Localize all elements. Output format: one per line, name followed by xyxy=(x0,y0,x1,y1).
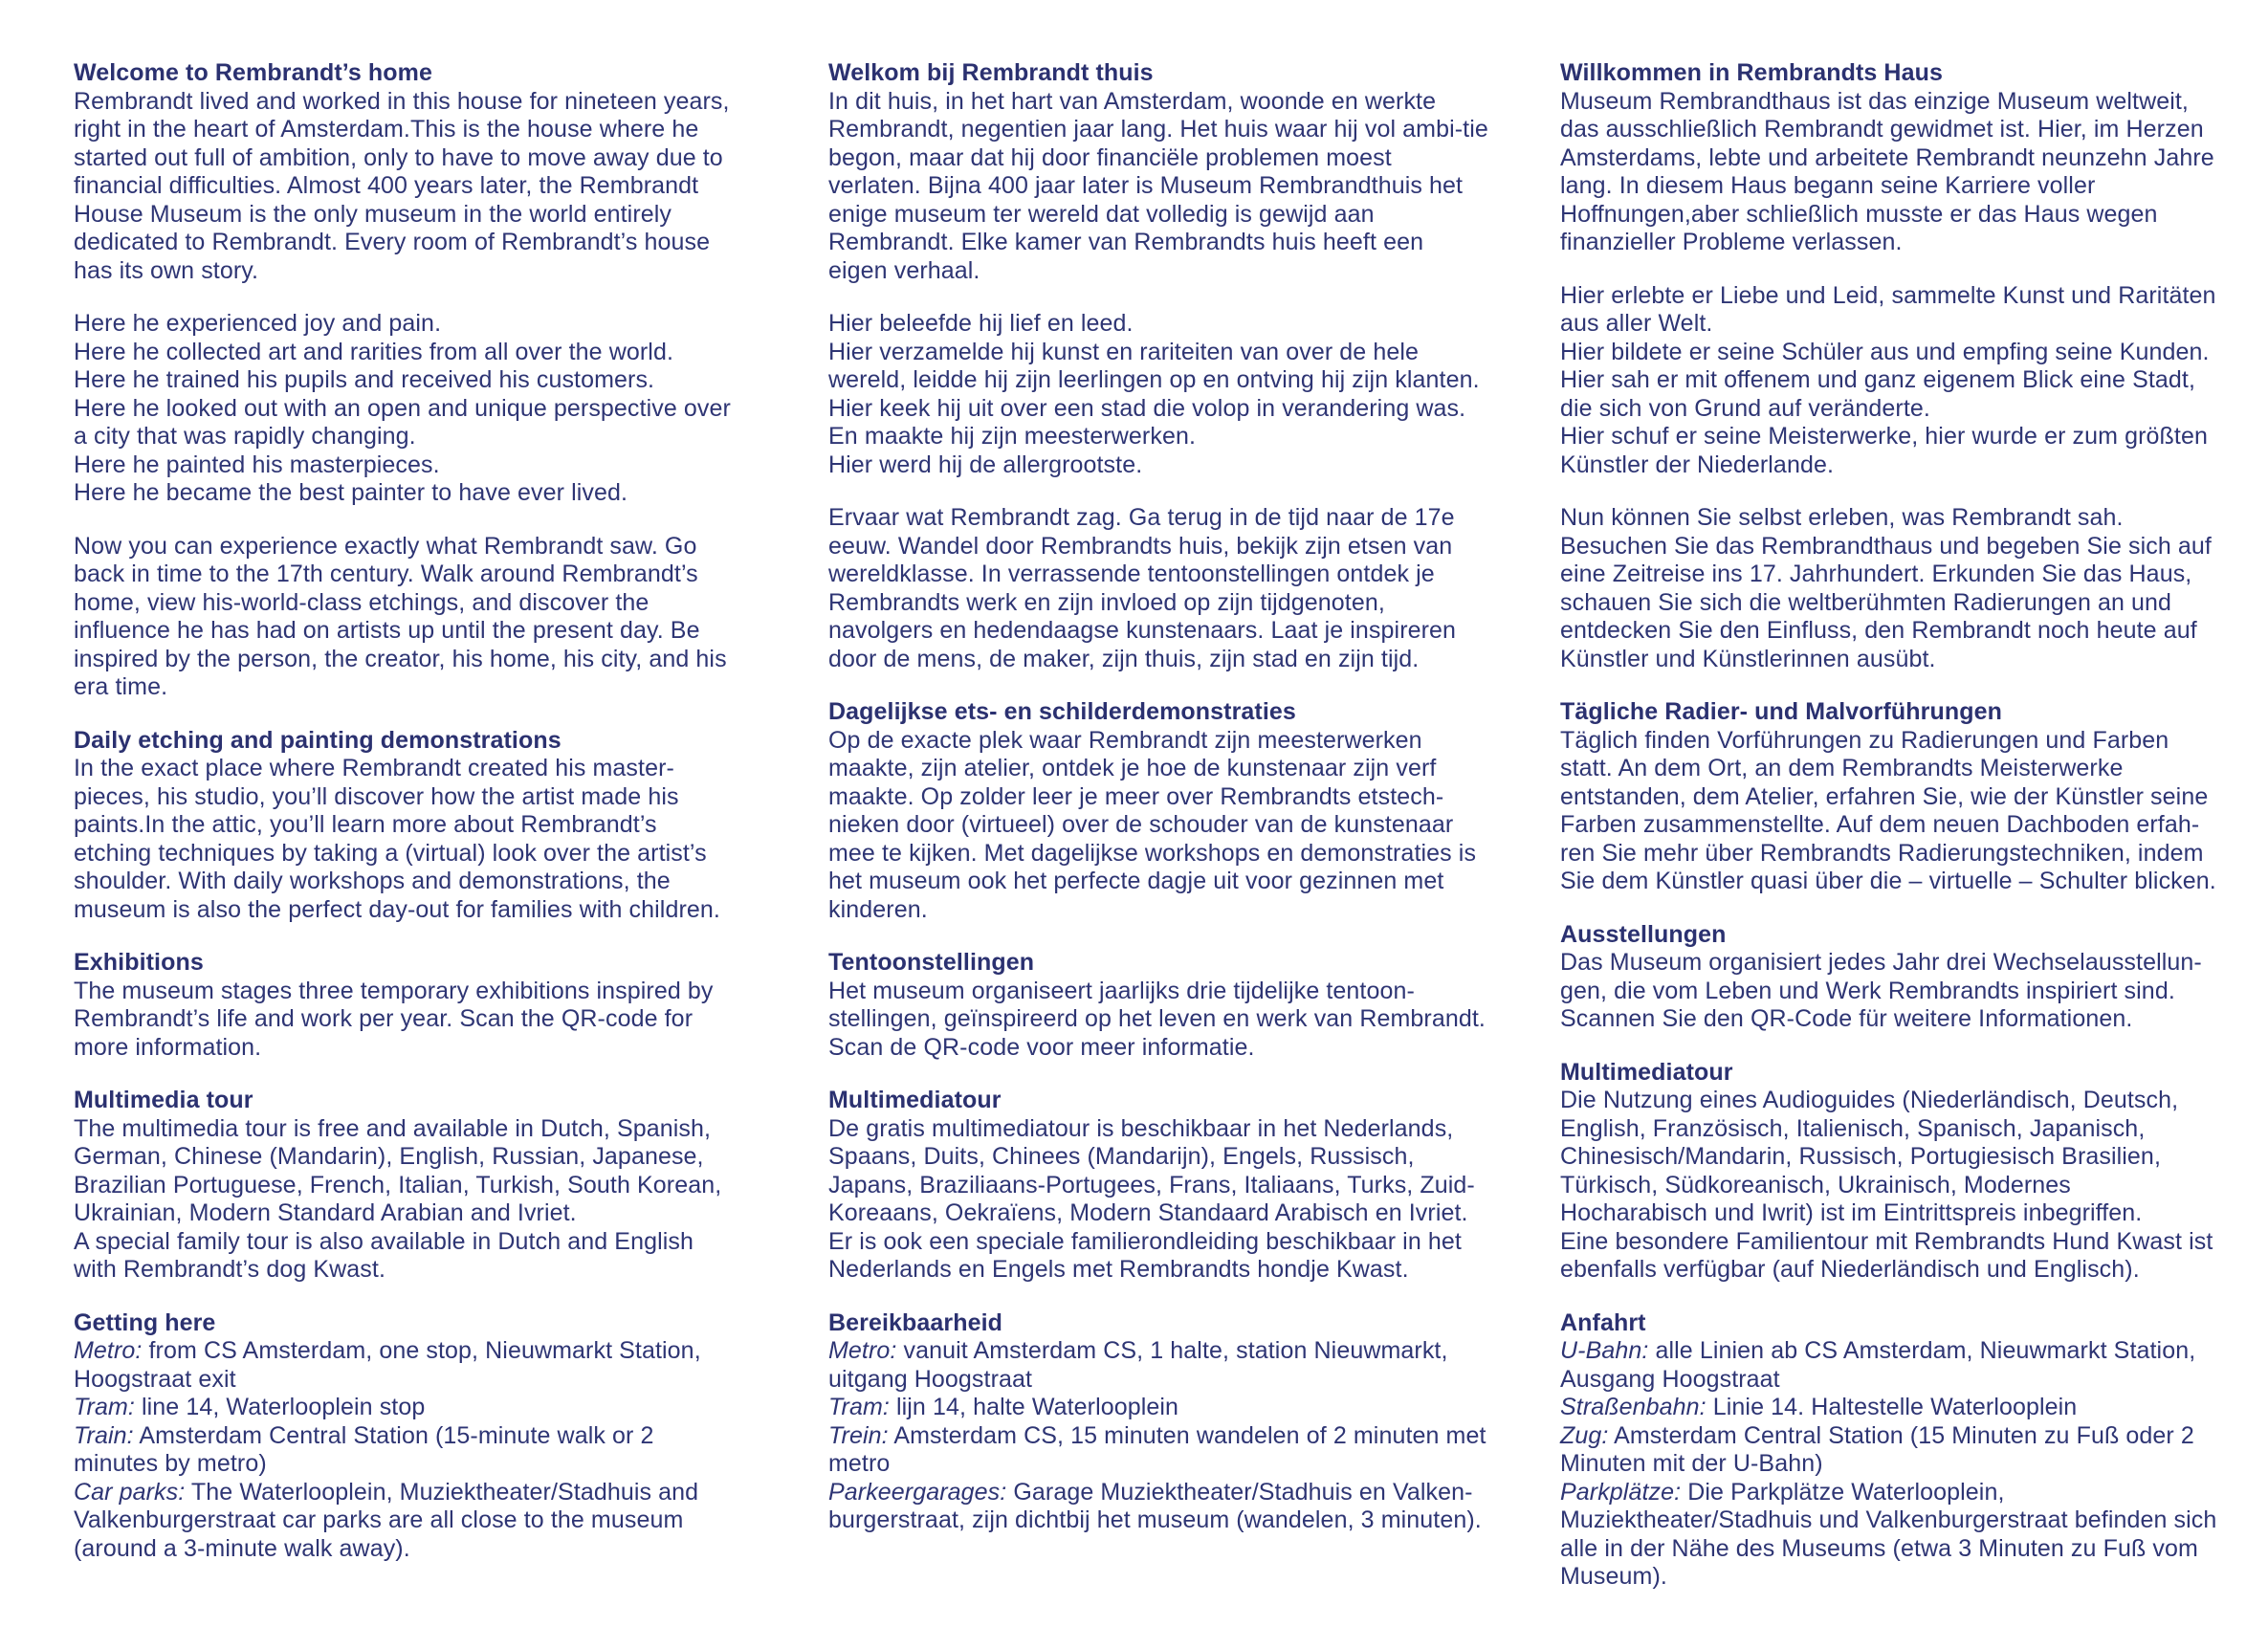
transit-item xyxy=(74,1422,734,1479)
section-heading: Welcome to Rembrandt’s home xyxy=(74,59,432,86)
paragraph xyxy=(74,1115,734,1285)
paragraph xyxy=(1560,88,2220,257)
transit-text: vanuit Amsterdam CS, 1 halte, station Nieuwmarkt, uitgang Hoogstraat xyxy=(828,1337,1448,1393)
section-heading: Multimedia tour xyxy=(74,1087,253,1113)
text-line: Hier schuf er seine Meisterwerke, hier wurde er zum größten Künstler der Niederlande. xyxy=(1560,423,2208,478)
transit-item xyxy=(74,1394,734,1422)
text-line: A special family tour is also available in Dutch and English with Rembrandt’s dog Kwast. xyxy=(74,1227,694,1283)
transit-text: lijn 14, halte Waterlooplein xyxy=(895,1394,1179,1420)
section-heading: Multimediatour xyxy=(828,1087,1002,1113)
text-line: Nun können Sie selbst erleben, was Rembrandt sah. Besuchen Sie das Rembrandthaus und begeben Sie sich auf eine Zeitreise ins 17. Jahrhundert. Erkunden Sie das Haus, schauen Sie sich die weltberühmten Radierungen an und entdecken Sie den Einfluss, den Rembrandt noch heute auf Künstler und Künstlerinnen ausübt. xyxy=(1560,504,2212,672)
text-line: Rembrandt lived and worked in this house for nineteen years, right in the heart of Amsterdam.This is the house where he started out full of ambition, only to have to move away due to financial difficulties. Almost 400 years later, the Rembrandt House Museum is the only museum in the world entirely dedicated to Rembrandt. Every room of Rembrandt’s house has its own story. xyxy=(74,87,730,284)
column-dutch xyxy=(828,59,1488,1535)
transit-item xyxy=(828,1422,1488,1479)
paragraph xyxy=(828,504,1488,673)
section-german-3 xyxy=(1560,1059,2220,1285)
paragraph xyxy=(74,310,734,508)
section-heading: Exhibitions xyxy=(74,949,204,976)
transit-text: Amsterdam Central Station (15 Minuten zu Fuß oder 2 Minuten mit der U-Bahn) xyxy=(1560,1421,2194,1477)
transit-list xyxy=(74,1337,734,1563)
text-line: In dit huis, in het hart van Amsterdam, woonde en werkte Rembrandt, negentien jaar lang. Het huis waar hij vol ambi-tie begon, maar dat hij door financiële problemen moest verlaten. Bijna 400 jaar later is Museum Rembrandthuis het enige museum ter wereld dat volledig is gewijd aan Rembrandt. Elke kamer van Rembrandts huis heeft een eigen verhaal. xyxy=(828,87,1488,284)
transit-mode-label: Train: xyxy=(74,1421,134,1449)
text-line: Museum Rembrandthaus ist das einzige Museum weltweit, das ausschließlich Rembrandt gewidmet ist. Hier, im Herzen Amsterdams, lebte und arbeitete Rembrandt neunzehn Jahre lang. In diesem Haus begann seine Karriere voller Hoffnungen,aber schließlich musste er das Haus wegen finanzieller Probleme verlassen. xyxy=(1560,87,2214,255)
section-english-2 xyxy=(74,949,734,1062)
section-heading: Ausstellungen xyxy=(1560,920,1727,948)
transit-text: Amsterdam CS, 15 minuten wandelen of 2 minuten met metro xyxy=(828,1421,1486,1477)
transit-mode-label: Parkeergarages: xyxy=(828,1478,1007,1506)
paragraph xyxy=(828,978,1488,1063)
section-german-2 xyxy=(1560,921,2220,1034)
transit-text: Garage Muziektheater/Stadhuis en Valken-burgerstraat, zijn dichtbij het museum (wandelen, 3 minuten). xyxy=(828,1478,1482,1533)
transit-mode-label: Metro: xyxy=(828,1337,897,1364)
section-german-1 xyxy=(1560,698,2220,896)
text-line: Het museum organiseert jaarlijks drie tijdelijke tentoon-stellingen, geïnspireerd op het leven en werk van Rembrandt. Scan de QR-code voor meer informatie. xyxy=(828,977,1486,1061)
text-line: Here he experienced joy and pain. xyxy=(74,310,442,337)
transit-mode-label: Car parks: xyxy=(74,1478,186,1506)
section-heading: Bereikbaarheid xyxy=(828,1308,1003,1336)
section-dutch-0 xyxy=(828,59,1488,673)
text-line: Here he trained his pupils and received his customers. xyxy=(74,366,655,393)
section-german-4 xyxy=(1560,1309,2220,1592)
section-german-0 xyxy=(1560,59,2220,673)
transit-mode-label: Tram: xyxy=(74,1394,135,1420)
transit-text: Die Parkplätze Waterlooplein, Muziektheater/Stadhuis und Valkenburgerstraat befinden sich alle in der Nähe des Museums (etwa 3 Minuten zu Fuß vom Museum). xyxy=(1560,1478,2217,1590)
transit-item xyxy=(1560,1337,2220,1394)
section-heading: Multimediatour xyxy=(1560,1058,1733,1086)
section-heading: Tentoonstellingen xyxy=(828,949,1035,976)
paragraph xyxy=(74,755,734,924)
transit-item xyxy=(828,1394,1488,1422)
text-line: En maakte hij zijn meesterwerken. xyxy=(828,423,1197,450)
transit-item xyxy=(1560,1422,2220,1479)
transit-text: from CS Amsterdam, one stop, Nieuwmarkt Station, Hoogstraat exit xyxy=(74,1337,701,1393)
column-english xyxy=(74,59,734,1563)
text-line: Here he collected art and rarities from all over the world. xyxy=(74,338,674,365)
section-dutch-2 xyxy=(828,949,1488,1062)
paragraph xyxy=(74,88,734,286)
text-line: Op de exacte plek waar Rembrandt zijn meesterwerken maakte, zijn atelier, ontdek je hoe de kunstenaar zijn verf maakte. Op zolder leer je meer over Rembrandts etstech-nieken door (virtueel) over de schouder van de kunstenaar mee te kijken. Met dagelijkse workshops en demonstraties is het museum ook het perfecte dagje uit voor gezinnen met kinderen. xyxy=(828,726,1477,923)
paragraph xyxy=(1560,282,2220,480)
text-line: Here he painted his masterpieces. xyxy=(74,451,440,478)
transit-text: line 14, Waterlooplein stop xyxy=(141,1394,426,1420)
section-heading: Daily etching and painting demonstrations xyxy=(74,726,561,754)
text-line: Hier keek hij uit over een stad die volop in verandering was. xyxy=(828,394,1466,422)
section-english-1 xyxy=(74,727,734,925)
text-line: Hier bildete er seine Schüler aus und empfing seine Kunden. xyxy=(1560,338,2210,365)
paragraph xyxy=(828,88,1488,286)
text-line: Here he looked out with an open and unique perspective over a city that was rapidly changing. xyxy=(74,394,731,450)
paragraph xyxy=(828,727,1488,925)
transit-item xyxy=(1560,1479,2220,1592)
transit-list xyxy=(828,1337,1488,1535)
text-line: Die Nutzung eines Audioguides (Niederländisch, Deutsch, English, Französisch, Italienisch, Spanisch, Japanisch, Chinesisch/Mandarin, Russisch, Portugiesisch Brasilien, Türkisch, Südkoreanisch, Ukrainisch, Modernes Hocharabisch und Iwrit) ist im Eintrittspreis inbegriffen. xyxy=(1560,1087,2179,1226)
section-english-4 xyxy=(74,1309,734,1564)
transit-item xyxy=(1560,1394,2220,1422)
text-line: Now you can experience exactly what Rembrandt saw. Go back in time to the 17th century. Walk around Rembrandt’s home, view his-world-class etchings, and discover the influence he has had on artists up until the present day. Be inspired by the person, the creator, his home, his city, and his era time. xyxy=(74,532,727,700)
transit-item xyxy=(74,1479,734,1564)
transit-list xyxy=(1560,1337,2220,1592)
transit-item xyxy=(74,1337,734,1394)
transit-mode-label: Zug: xyxy=(1560,1421,1609,1449)
text-line: Hier beleefde hij lief en leed. xyxy=(828,310,1134,337)
transit-text: The Waterlooplein, Muziektheater/Stadhuis and Valkenburgerstraat car parks are all close to the museum (around a 3-minute walk away). xyxy=(74,1478,699,1562)
text-line: Hier werd hij de allergrootste. xyxy=(828,451,1143,478)
column-german xyxy=(1560,59,2220,1592)
transit-text: alle Linien ab CS Amsterdam, Nieuwmarkt Station, Ausgang Hoogstraat xyxy=(1560,1337,2196,1393)
section-heading: Anfahrt xyxy=(1560,1308,1646,1336)
text-line: Das Museum organisiert jedes Jahr drei Wechselausstellun-gen, die vom Leben und Werk Rembrandts inspiriert sind. Scannen Sie den QR-Code für weitere Informationen. xyxy=(1560,949,2202,1032)
paragraph xyxy=(828,1115,1488,1285)
paragraph xyxy=(74,978,734,1063)
section-dutch-1 xyxy=(828,698,1488,924)
transit-item xyxy=(828,1479,1488,1535)
section-heading: Willkommen in Rembrandts Haus xyxy=(1560,59,1943,86)
section-heading: Getting here xyxy=(74,1308,216,1336)
transit-mode-label: Parkplätze: xyxy=(1560,1478,1682,1506)
section-dutch-4 xyxy=(828,1309,1488,1535)
section-heading: Dagelijkse ets- en schilderdemonstraties xyxy=(828,698,1296,725)
text-line: The multimedia tour is free and available in Dutch, Spanish, German, Chinese (Mandarin), English, Russian, Japanese, Brazilian Portuguese, French, Italian, Turkish, South Korean, Ukrainian, Modern Standard Arabian and Ivriet. xyxy=(74,1114,722,1226)
text-line: Here he became the best painter to have ever lived. xyxy=(74,479,628,506)
transit-text: Linie 14. Haltestelle Waterlooplein xyxy=(1712,1394,2078,1420)
transit-mode-label: U-Bahn: xyxy=(1560,1337,1649,1364)
transit-mode-label: Tram: xyxy=(828,1394,890,1420)
text-line: Hier erlebte er Liebe und Leid, sammelte Kunst und Raritäten aus aller Welt. xyxy=(1560,281,2216,337)
text-line: The museum stages three temporary exhibitions inspired by Rembrandt’s life and work per year. Scan the QR-code for more information. xyxy=(74,977,714,1061)
paragraph xyxy=(1560,504,2220,673)
paragraph xyxy=(1560,949,2220,1034)
text-line: Hier sah er mit offenem und ganz eigenem Blick eine Stadt, die sich von Grund auf veränderte. xyxy=(1560,366,2196,422)
text-line: Hier verzamelde hij kunst en rariteiten van over de hele wereld, leidde hij zijn leerlingen op en ontving hij zijn klanten. xyxy=(828,338,1480,393)
section-english-3 xyxy=(74,1087,734,1285)
section-dutch-3 xyxy=(828,1087,1488,1285)
paragraph xyxy=(828,310,1488,479)
transit-mode-label: Metro: xyxy=(74,1337,143,1364)
text-line: Eine besondere Familientour mit Rembrandts Hund Kwast ist ebenfalls verfügbar (auf Niederländisch und Englisch). xyxy=(1560,1227,2213,1283)
paragraph xyxy=(74,533,734,702)
transit-mode-label: Straßenbahn: xyxy=(1560,1394,1707,1420)
section-english-0 xyxy=(74,59,734,702)
section-heading: Welkom bij Rembrandt thuis xyxy=(828,59,1154,86)
text-line: Ervaar wat Rembrandt zag. Ga terug in de tijd naar de 17e eeuw. Wandel door Rembrandts huis, bekijk zijn etsen van wereldklasse. In verrassende tentoonstellingen ontdek je Rembrandts werk en zijn invloed op zijn tijdgenoten, navolgers en hedendaagse kunstenaars. Laat je inspireren door de mens, de maker, zijn thuis, zijn stad en zijn tijd. xyxy=(828,504,1457,672)
section-heading: Tägliche Radier- und Malvorführungen xyxy=(1560,698,2002,725)
transit-item xyxy=(828,1337,1488,1394)
text-line: De gratis multimediatour is beschikbaar in het Nederlands, Spaans, Duits, Chinees (Mandarijn), Engels, Russisch, Japans, Braziliaans-Portugees, Frans, Italiaans, Turks, Zuid-Koreaans, Oekraïens, Modern Standaard Arabisch en Ivriet. Er is ook een speciale familierondleiding beschikbaar in het Nederlands en Engels met Rembrandts hondje Kwast. xyxy=(828,1114,1475,1283)
transit-mode-label: Trein: xyxy=(828,1421,889,1449)
paragraph xyxy=(1560,727,2220,896)
transit-text: Amsterdam Central Station (15-minute walk or 2 minutes by metro) xyxy=(74,1421,654,1477)
text-line: Täglich finden Vorführungen zu Radierungen und Farben statt. An dem Ort, an dem Rembrandts Meisterwerke entstanden, dem Atelier, erfahren Sie, wie der Künstler seine Farben zusammenstellte. Auf dem neuen Dachboden erfah-ren Sie mehr über Rembrandts Radierungstechniken, indem Sie dem Künstler quasi über die – virtuelle – Schulter blicken. xyxy=(1560,726,2216,894)
text-line: In the exact place where Rembrandt created his master-pieces, his studio, you’ll discover how the artist made his paints.In the attic, you’ll learn more about Rembrandt’s etching techniques by taking a (virtual) look over the artist’s shoulder. With daily workshops and demonstrations, the museum is also the perfect day-out for families with children. xyxy=(74,755,720,923)
paragraph xyxy=(1560,1087,2220,1285)
